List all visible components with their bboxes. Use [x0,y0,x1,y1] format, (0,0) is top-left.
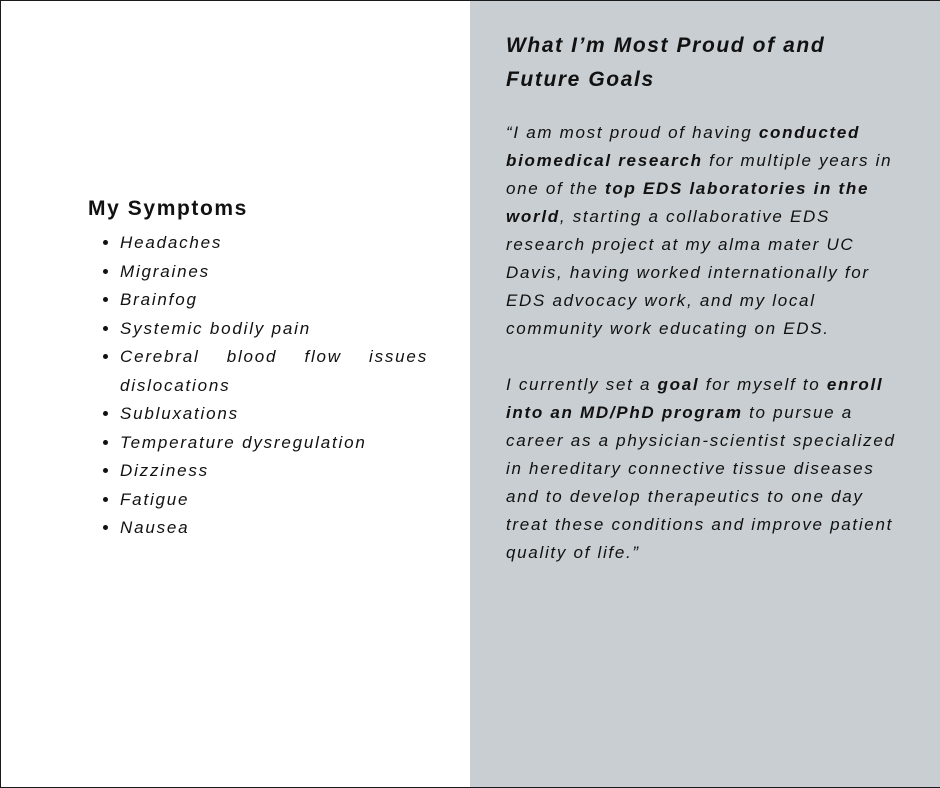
quote-paragraph-2 [506,371,906,567]
list-item: • Brainfog [120,286,428,315]
quote-emphasis: conducted biomedical research [506,123,861,170]
proud-section [506,29,906,567]
list-item: • Systemic bodily pain [120,315,428,344]
quote-text: for multiple years in one of the [506,151,893,198]
list-item: • Dizziness [120,457,428,486]
quote-text: for myself to [699,375,827,394]
quote-paragraph-1 [506,119,906,343]
paragraph-spacer [506,343,906,371]
quote-text: I currently set a [506,375,658,394]
list-item: • Temperature dysregulation [120,429,428,458]
list-item: • Migraines [120,258,428,287]
list-item [120,343,428,400]
quote-emphasis: goal [657,375,700,394]
list-item: • Subluxations [120,400,428,429]
quote-text: to pursue a career as a physician-scientist specialized in hereditary connective tissue diseases and to develop therapeutics to one day treat these conditions and improve patient quality of life.” [506,403,896,562]
symptom-list [88,229,428,543]
left-panel [1,1,470,787]
right-panel [470,1,940,787]
quote-text: , starting a collaborative EDS research project at my alma mater UC Davis, having worked internationally for EDS advocacy work, and my local community work educating on EDS. [506,207,870,338]
quote-emphasis: enroll into an MD/PhD program [506,375,884,422]
symptoms-section [88,195,428,543]
proud-title: What I’m Most Proud of and Future Goals [506,34,826,91]
symptoms-title: My Symptoms [88,197,248,220]
list-item-line: • Cerebral blood flow issues [120,347,428,366]
quote-emphasis: top EDS laboratories in the world [506,179,870,226]
quote-text: “I am most proud of having [506,123,759,142]
list-item: • Headaches [120,229,428,258]
list-item-line: dislocations [120,375,231,395]
list-item: • Fatigue [120,486,428,515]
list-item: • Nausea [120,514,428,543]
